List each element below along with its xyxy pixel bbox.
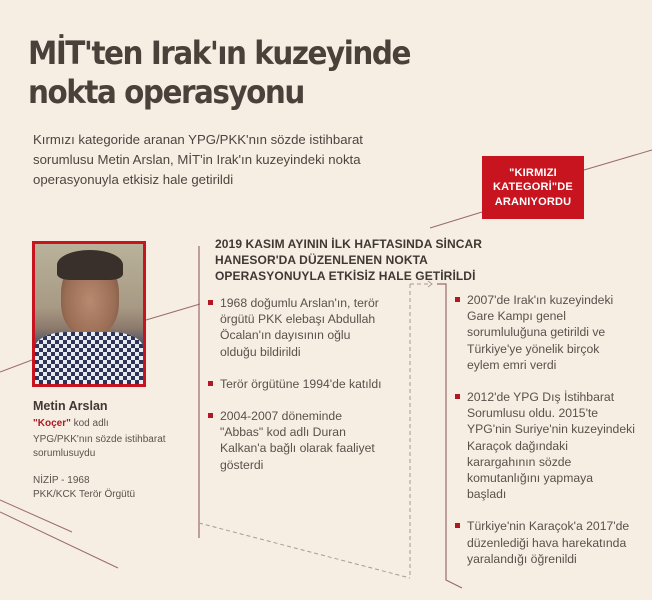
- title-line-2: nokta operasyonu: [28, 73, 304, 111]
- bullet-icon: [455, 523, 460, 528]
- portrait-photo: [32, 241, 146, 387]
- badge-line-3: ARANIYORDU: [494, 195, 572, 208]
- list-item: Türkiye'nin Karaçok'a 2017'de düzenlediği hava harekatında yaralandığı öğrenildi: [455, 518, 635, 567]
- list-item: Terör örgütüne 1994'de katıldı: [208, 376, 388, 392]
- bullet-icon: [208, 300, 213, 305]
- codename-suffix: kod adlı: [70, 418, 109, 429]
- bullet-icon: [455, 394, 460, 399]
- person-role: YPG/PKK'nın sözde istihbarat sorumlusuydu: [33, 434, 166, 459]
- organization: PKK/KCK Terör Örgütü: [33, 488, 136, 500]
- list-item: 2007'de Irak'ın kuzeyindeki Gare Kampı genel sorumluluğuna getirildi ve Türkiye'ye yönelik birçok eylem emri verdi: [455, 292, 635, 373]
- person-name: Metin Arslan: [33, 399, 108, 413]
- subtitle: Kırmızı kategoride aranan YPG/PKK'nın sözde istihbarat sorumlusu Metin Arslan, MİT'in Irak'ın kuzeyindeki nokta operasyonuyla etkisiz hale getirildi: [33, 132, 363, 187]
- right-fact-list: [455, 292, 635, 583]
- badge-line-2: KATEGORİ"DE: [493, 181, 573, 194]
- badge-line-1: "KIRMIZI: [509, 166, 557, 179]
- operation-heading: 2019 KASIM AYININ İLK HAFTASINDA SİNCAR HANESOR'DA DÜZENLENEN NOKTA OPERASYONUYLA ETKİSİZ HALE GETİRİLDİ: [215, 237, 483, 283]
- scarf-pattern: [35, 332, 143, 384]
- person-origin: [33, 474, 183, 501]
- title-line-1: MİT'ten Irak'ın kuzeyinde: [28, 34, 410, 72]
- list-item: 1968 doğumlu Arslan'ın, terör örgütü PKK elebaşı Abdullah Öcalan'ın dayısının oğlu olduğu bildirildi: [208, 295, 388, 360]
- list-item: 2004-2007 döneminde "Abbas" kod adlı Duran Kalkan'a bağlı olarak faaliyet gösterdi: [208, 408, 388, 473]
- left-fact-list: [208, 295, 388, 489]
- bullet-icon: [208, 381, 213, 386]
- bullet-icon: [208, 413, 213, 418]
- hair-shape: [57, 250, 123, 280]
- page-title: [28, 34, 506, 112]
- red-category-badge: [482, 156, 584, 219]
- codename-value: "Koçer": [33, 418, 71, 429]
- codename: [33, 418, 109, 429]
- list-item: 2012'de YPG Dış İstihbarat Sorumlusu oldu. 2015'te YPG'nin Suriye'nin kuzeyindeki Karaçok dağındaki karargahının sözde komutanlığını yapmaya başladı: [455, 389, 635, 502]
- birth-info: NİZİP - 1968: [33, 475, 90, 486]
- bullet-icon: [455, 297, 460, 302]
